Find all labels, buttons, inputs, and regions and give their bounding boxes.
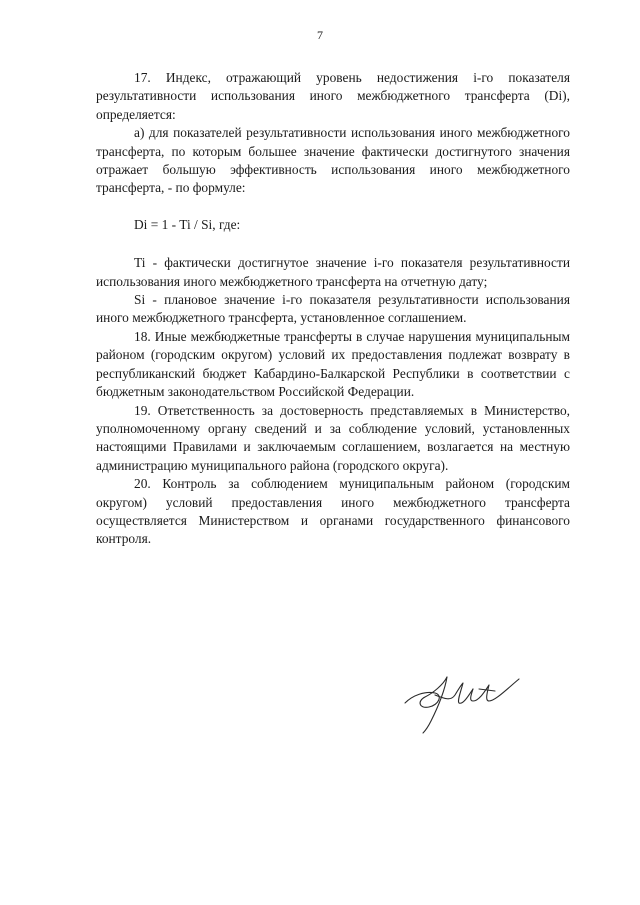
clause-20: 20. Контроль за соблюдением муниципальным районом (городским округом) условий предоставления иного межбюджетного трансферта осуществляется Министерством и органами государственного финансового контроля. — [96, 476, 570, 547]
document-body — [96, 69, 570, 549]
ti-definition: Ti - фактически достигнутое значение i-го показателя результативности использования иного межбюджетного трансферта на отчетную дату; — [96, 255, 570, 289]
clause-17-subpoint-a: а) для показателей результативности использования иного межбюджетного трансферта, по которым большее значение фактически достигнутого значения отражает большую эффективность использования иного межбюджетного трансферта, - по формуле: — [96, 125, 570, 196]
formula: Di = 1 - Ti / Si, где: — [134, 216, 241, 232]
clause-17-intro: 17. Индекс, отражающий уровень недостижения i-го показателя результативности использования иного межбюджетного трансферта (Di), определяется: — [96, 70, 570, 122]
si-definition: Si - плановое значение i-го показателя результативности использования иного межбюджетного трансферта, установленное соглашением. — [96, 292, 570, 326]
handwritten-signature — [395, 655, 535, 735]
page-number: 7 — [317, 28, 323, 42]
clause-19: 19. Ответственность за достоверность представляемых в Министерство, уполномоченному органу сведений и за соблюдение условий, установленных настоящими Правилами и заключаемым соглашением, возлагается на местную администрацию муниципального района (городского округа). — [96, 402, 570, 473]
clause-18: 18. Иные межбюджетные трансферты в случае нарушения муниципальным районом (городским округом) условий их предоставления подлежат возврату в республиканский бюджет Кабардино-Балкарской Республики в соответствии с бюджетным законодательством Российской Федерации. — [96, 328, 570, 400]
